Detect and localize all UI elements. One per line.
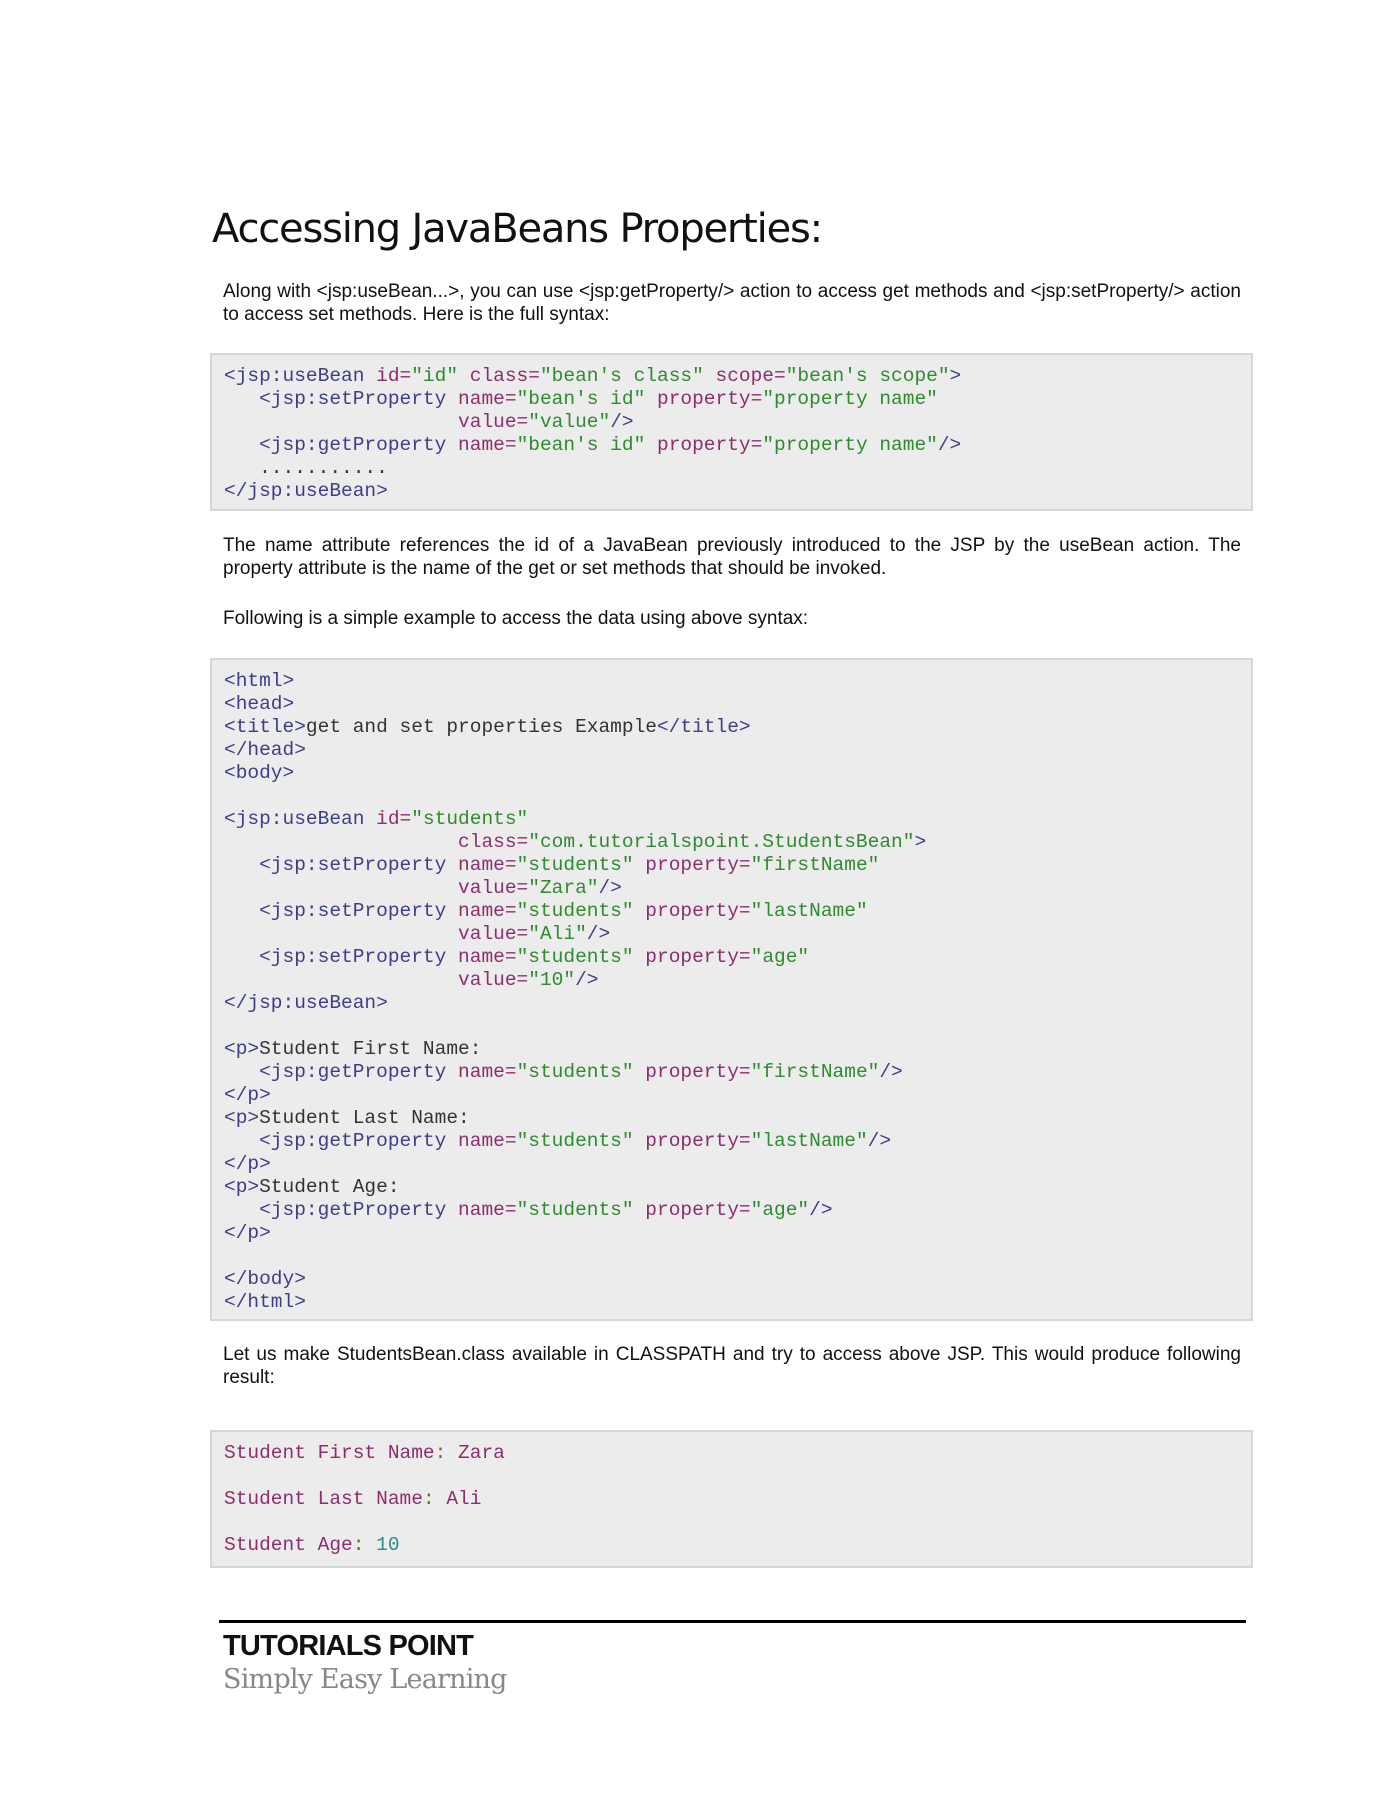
code-token-val: "property name" [762,388,938,410]
code-token-txt: get and set properties Example [305,716,657,738]
code-line [224,739,1239,762]
code-token-attr: property= [645,900,751,922]
code-token-val: "10" [528,969,576,991]
code-line [224,900,1239,923]
code-token-val: "age" [750,946,810,968]
code-token-attr: value= [458,411,529,433]
code-token-val: "Ali" [528,923,587,945]
code-token-attr: scope= [715,365,786,387]
code-token-tag: <head> [224,693,295,715]
code-token-val: "students" [516,1199,646,1221]
code-token-attr: name= [458,854,517,876]
code-token-tag: </jsp:useBean> [224,480,388,502]
code-line [224,670,1239,693]
code-line [224,411,1239,434]
code-line [224,854,1239,877]
code-token-txt [224,411,458,433]
code-token-tag: </p> [224,1084,271,1106]
code-line [224,992,1239,1015]
example-intro-paragraph: Following is a simple example to access the data using above syntax: [223,608,809,629]
code-token-val: "lastName" [750,1130,868,1152]
code-line [224,1084,1239,1107]
code-token-tag: <jsp:getProperty [224,434,459,456]
code-line [224,457,1239,480]
code-token-attr: class= [458,831,529,853]
code-token-attr: name= [458,1130,517,1152]
code-line [224,1488,1239,1511]
code-token-punct: : [434,1442,459,1464]
code-token-txt [224,831,458,853]
code-token-txt: Student Age: [259,1176,400,1198]
code-token-tag: <jsp:getProperty [224,1061,459,1083]
code-token-val: "age" [750,1199,810,1221]
code-token-tag: <jsp:setProperty [224,854,459,876]
code-token-tag: /> [575,969,599,991]
code-token-out: Student Age [224,1534,353,1556]
code-line [224,1511,1239,1534]
code-token-punct: : [422,1488,447,1510]
code-token-attr: property= [645,854,751,876]
code-line [224,1130,1239,1153]
code-token-punct: : [352,1534,377,1556]
code-token-tag: </body> [224,1268,306,1290]
code-token-attr: property= [657,434,763,456]
code-token-val: "students" [516,900,646,922]
code-line [224,1245,1239,1268]
code-token-tag: <body> [224,762,295,784]
code-token-val: "bean's id" [516,434,657,456]
code-token-val: "students" [516,1130,646,1152]
code-token-val: "com.tutorialspoint.StudentsBean" [528,831,915,853]
code-token-val: "lastName" [750,900,868,922]
code-token-tag: <p> [224,1107,260,1129]
code-line [224,1153,1239,1176]
code-token-tag: /> [586,923,611,945]
code-line [224,1465,1239,1488]
code-token-val: "students" [411,808,529,830]
code-token-attr: id= [376,808,412,830]
result-intro-paragraph: Let us make StudentsBean.class available in CLASSPATH and try to access above JSP. This would produce following result: [223,1344,1241,1388]
code-token-txt: Student First Name: [259,1038,482,1060]
code-token-tag: </jsp:useBean> [224,992,388,1014]
code-line [224,762,1239,785]
code-line [224,831,1239,854]
code-token-attr: value= [458,923,529,945]
syntax-code-block [210,353,1253,511]
code-token-attr: name= [458,1199,517,1221]
code-token-val: "value" [528,411,611,433]
code-token-val: "bean's scope" [785,365,950,387]
code-line [224,388,1239,411]
code-token-attr: id= [376,365,412,387]
code-line [224,1534,1239,1557]
code-token-attr: value= [458,969,529,991]
code-token-attr: name= [458,1061,517,1083]
code-token-val: "students" [516,1061,646,1083]
code-token-tag: <jsp:getProperty [224,1130,459,1152]
output-block [210,1430,1253,1568]
footer-tagline: Simply Easy Learning [223,1664,507,1695]
code-token-tag: <jsp:useBean [224,808,377,830]
code-token-val: "students" [516,946,646,968]
code-token-txt: ........... [224,457,388,479]
code-line [224,1176,1239,1199]
code-line [224,877,1239,900]
intro-paragraph: Along with <jsp:useBean...>, you can use <jsp:getProperty/> action to access get methods and <jsp:setProperty/> action to access set methods. Here is the full syntax: [223,281,1241,325]
code-line [224,946,1239,969]
code-token-attr: property= [657,388,763,410]
code-token-tag: /> [610,411,634,433]
code-token-val: "firstName" [750,1061,880,1083]
code-token-attr: value= [458,877,529,899]
code-token-txt [224,969,458,991]
code-line [224,1107,1239,1130]
code-token-attr: class= [469,365,540,387]
code-line [224,1222,1239,1245]
code-token-attr: property= [645,1130,751,1152]
code-token-tag: </head> [224,739,306,761]
code-line [224,365,1239,388]
code-line [224,480,1239,503]
code-token-tag: /> [809,1199,833,1221]
code-token-tag: <html> [224,670,295,692]
code-token-tag: <jsp:useBean [224,365,377,387]
code-token-tag: <jsp:getProperty [224,1199,459,1221]
code-token-tag: /> [598,877,622,899]
code-token-tag: <jsp:setProperty [224,946,459,968]
code-token-val: "id" [411,365,470,387]
code-token-txt [224,877,458,899]
code-token-tag: /> [879,1061,903,1083]
footer-divider [219,1620,1246,1623]
code-token-val: "Zara" [528,877,599,899]
code-line [224,785,1239,808]
code-line [224,1015,1239,1038]
code-token-txt: Student Last Name: [259,1107,470,1129]
code-token-txt [224,923,458,945]
code-line [224,434,1239,457]
code-token-val: "bean's class" [539,365,716,387]
code-token-tag: <title> [224,716,306,738]
code-token-tag: </p> [224,1222,271,1244]
code-token-tag: > [914,831,927,853]
code-token-tag: <jsp:setProperty [224,900,459,922]
footer-brand: TUTORIALS POINT [223,1630,474,1662]
code-token-attr: property= [645,946,751,968]
code-line [224,808,1239,831]
code-token-attr: name= [458,434,517,456]
code-token-val: "property name" [762,434,938,456]
code-token-out: Student First Name [224,1442,435,1464]
code-line [224,969,1239,992]
code-token-attr: property= [645,1061,751,1083]
code-line [224,1442,1239,1465]
code-token-tag: > [949,365,962,387]
name-attribute-paragraph: The name attribute references the id of a JavaBean previously introduced to the JSP by the useBean action. The property attribute is the name of the get or set methods that should be invoked. [223,535,1241,579]
code-token-tag: /> [867,1130,892,1152]
code-token-tag: /> [937,434,962,456]
code-line [224,1061,1239,1084]
code-line [224,923,1239,946]
code-token-out: Ali [446,1488,482,1510]
code-token-val: "students" [516,854,646,876]
code-token-attr: name= [458,900,517,922]
example-code-block [210,658,1253,1321]
code-token-out: Zara [458,1442,505,1464]
code-token-attr: property= [645,1199,751,1221]
code-token-tag: </title> [656,716,751,738]
code-token-tag: <jsp:setProperty [224,388,459,410]
code-line [224,1268,1239,1291]
code-line [224,1291,1239,1314]
code-token-attr: name= [458,388,517,410]
code-token-out: Student Last Name [224,1488,423,1510]
code-line [224,716,1239,739]
code-token-tag: </html> [224,1291,306,1313]
code-token-val: "firstName" [750,854,880,876]
code-token-num: 10 [376,1534,400,1556]
code-line [224,1199,1239,1222]
page-title: Accessing JavaBeans Properties: [212,206,822,252]
code-token-tag: <p> [224,1176,260,1198]
code-token-val: "bean's id" [516,388,657,410]
code-line [224,693,1239,716]
code-token-tag: <p> [224,1038,260,1060]
code-token-attr: name= [458,946,517,968]
code-token-tag: </p> [224,1153,271,1175]
code-line [224,1038,1239,1061]
